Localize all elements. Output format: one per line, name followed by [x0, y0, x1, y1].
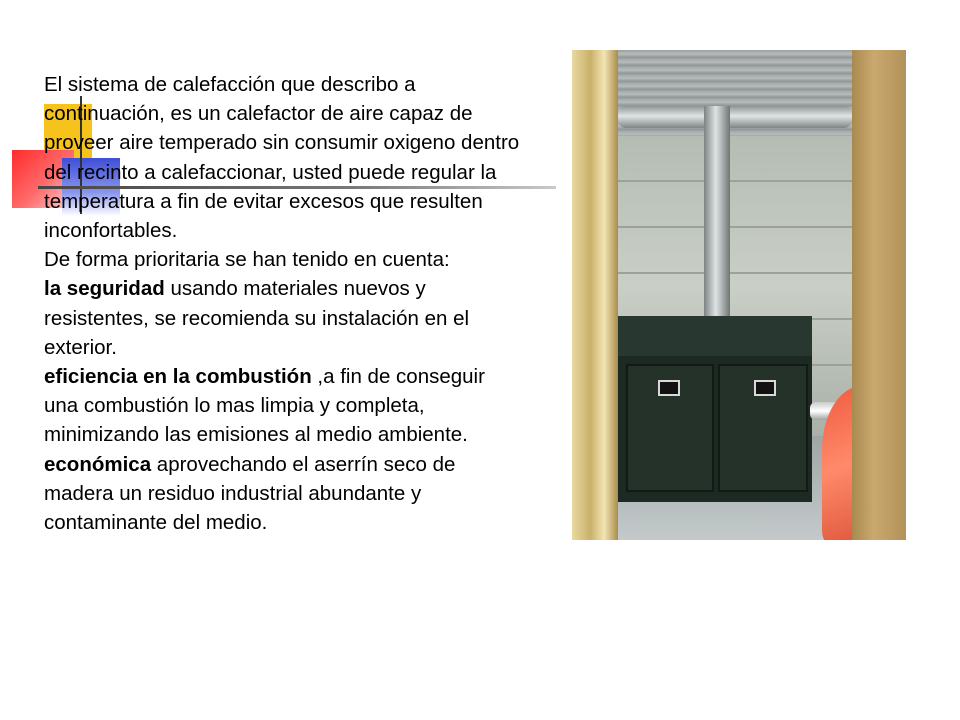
efficiency-text: ,a fin de conseguir una combustión lo mas limpia y completa, minimizando las emisiones al medio ambiente. — [44, 365, 485, 447]
security-text: usando materiales nuevos y resistentes, se recomienda su instalación en el exterior. — [44, 277, 470, 359]
photo-door-frame-right — [852, 50, 906, 540]
photo-door-frame-left — [572, 50, 618, 540]
photo-stove-door-right — [718, 364, 808, 492]
photo-door-handle — [658, 380, 680, 396]
photo-horizontal-pipe — [618, 106, 852, 128]
slide-body-text — [44, 70, 524, 537]
efficiency-title: eficiencia en la combustión — [44, 365, 312, 389]
priority-paragraph: De forma prioritaria se han tenido en cuenta: — [44, 248, 450, 272]
photo-door-handle — [754, 380, 776, 396]
photo-stove-door-left — [626, 364, 714, 492]
security-title: la seguridad — [44, 277, 165, 301]
photo-chimney-pipe — [704, 106, 730, 340]
economy-title: económica — [44, 452, 152, 476]
heater-photo — [572, 50, 906, 540]
efficiency-item — [44, 362, 524, 450]
photo-stove-top — [618, 316, 812, 356]
economy-text: aprovechando el aserrín seco de madera un residuo industrial abundante y contaminante del medio. — [44, 452, 456, 535]
security-item — [44, 274, 524, 362]
intro-paragraph: El sistema de calefacción que describo a continuación, es un calefactor de aire capaz de proveer aire temperado sin consumir oxigeno dentro del recinto a calefaccionar, usted puede regular la temperatura a fin de evitar excesos que resulten inconfortables. — [44, 73, 520, 243]
economy-item — [44, 450, 524, 538]
